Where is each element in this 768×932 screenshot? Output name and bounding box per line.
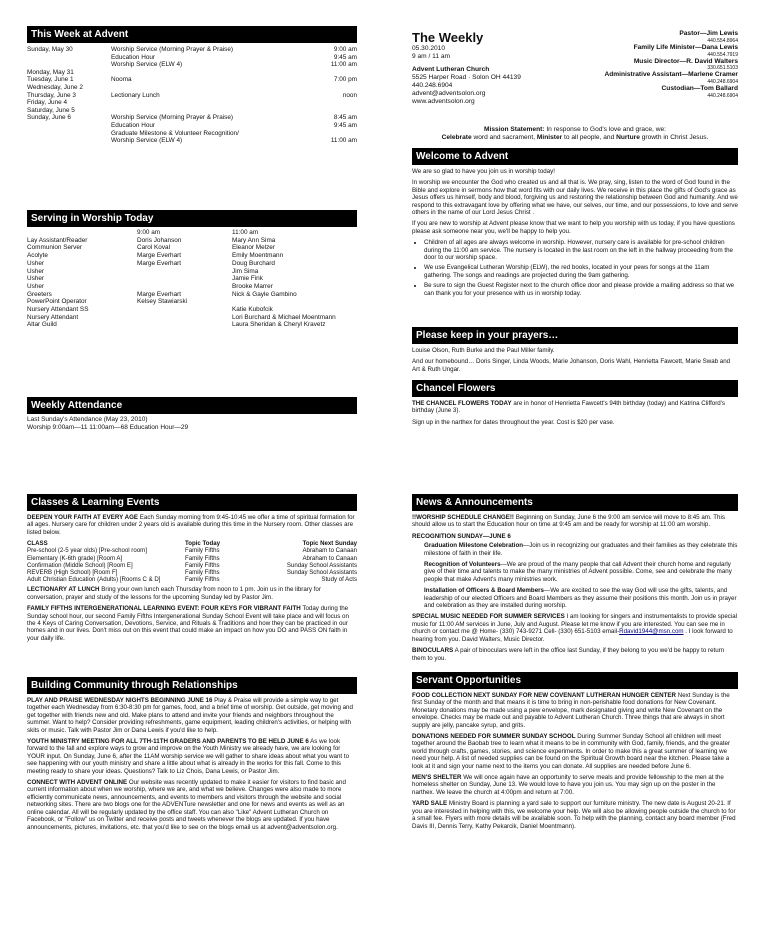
schedule-day: Monday, May 31 [27,68,74,76]
schedule-change: !!WORSHIP SCHEDULE CHANGE!! Beginning on Sunday, June 6 the 9:00 am service will move to 8:45 am. This should allow us to start the Education hour on time at 9:45 am and be ready for worship at 11:00 am worship. [412,514,725,529]
serving-11am: Katie Kubofcik [232,306,273,314]
welcome-bullet: • We use Evangelical Lutheran Worship (ELW), the red books, located in your pews for songs at the 11am gathering. The songs and readings are projected during the 9am gathering. [424,264,738,279]
class-row [27,555,357,562]
schedule-time: 9:00 am [333,46,357,53]
serving-row [27,283,357,291]
welcome-bullet: • Be sure to sign the Guest Register next to the church office door and please provide a mailing address so that we can thank you for your presence with us in worship today. [424,282,738,297]
class-table-head: CLASS Topic Today Topic Next Sunday [27,540,357,548]
serving-role: PowerPoint Operator [27,298,87,306]
staff-member [570,85,738,99]
church-address: 5525 Harper Road · Solon OH 44139 [412,74,521,81]
class-name: Pre-school (2-5 year olds) [Pre-school room] [27,547,147,555]
topic-next: Abraham to Canaan [302,554,357,562]
newsletter-title: The Weekly [412,30,484,45]
class-name: Elementary (K-6th grade) [Room A] [27,554,123,562]
serving-row [27,252,357,260]
staff-phone: 440.554.8964 [707,37,738,44]
schedule-row [27,46,357,54]
welcome-p3: If you are new to worship at Advent please know that we want to help you worship with us today, if you have questions please ask someone near you, we'll be happy to help you. [412,220,735,235]
staff-member [570,58,738,72]
serving-role: Usher [27,267,45,275]
welcome-title: Welcome to Advent [412,148,738,165]
graduation-item: Graduation Milestone Celebration—Join us in recognizing our graduates and their families as they celebrate this milestone of faith in their life. [424,542,738,557]
schedule-day [27,122,111,130]
schedule-time [301,130,357,138]
flowers-title: Chancel Flowers [412,380,738,397]
serving-9am: Marge Everhart [137,259,182,267]
play-praise: PLAY AND PRAISE WEDNESDAY NIGHTS BEGINNING JUNE 16 Play & Praise will provide a simple way to get together each Wednesday from 6:30-8:30 pm for games, food, and a brief time of worship. Get outside, get moving and get together with friends new and old. Make plans to attend and invite your friends and neighbors throughout the summer. Want to help? Consider providing refreshments, game equipment, leading children's activities, or helping with skits or music. Talk with Pastor Jim or Dana Lewis if you'd like to help. [27,697,353,734]
topic-today: Family Fifths [185,554,220,562]
welcome-p2: In worship we encounter the God who created us and all that is. We pray, sing, listen to the word of God found in the Bible and explore in sermons how that word fits with our daily lives. We receive in this place the gifts of God's grace as Jesus offers us himself, body and blood, forgiving us and restoring the relationship between God and humanity. And we respond to this extravagant love by offering what we have, our selves, our time, and our possessions, to love and serve others in the name of our Lord Jesus Christ . [412,179,738,217]
flowers-p1: THE CHANCEL FLOWERS TODAY are in honor of Henrietta Fawcett's 94th birthday (today) and Katrina Clifford's birthday (June 3). [412,400,726,415]
serving-9am: Marge Everhart [137,290,182,298]
staff-role: Music Director—R. David Walters [633,57,738,65]
schedule-row [27,84,357,92]
serving-row [27,275,357,283]
serving-11am: Mary Ann Sima [232,236,276,244]
schedule-day [27,61,111,69]
schedule-event: Lectionary Lunch [111,91,160,99]
music-email-link[interactable]: Rdavid1944@msn.com [619,628,684,636]
schedule-row [27,76,357,84]
serving-row [27,268,357,276]
serving-role: Nursery Attendant [27,313,79,321]
serving-9am [137,275,232,283]
connect-online: CONNECT WITH ADVENT ONLINE Our website was recently updated to make it easier for visitors to find basic and current information about when we worship, where we are, and what we believe. Changes were also made to more efficiently communicate news, announcements, and events to members and visitors through the website and social networking sites. There are two blogs one for the ADVENTure newsletter and one for news and events as well as an online calendar. All will be regularly updated by the office staff. You can also "Like" Advent Lutheran Church on Facebook, or "Follow" us on Twitter and receive posts and tweets whenever the blogs are updated. If you have announcements, pictures, invitations, etc. that you'd like to see on the blogs email us at advent@adventsolon.org. [27,779,346,831]
schedule-time [301,107,357,115]
class-name: REVERB (High School) [Room F] [27,569,118,577]
schedule-event: Education Hour [111,121,156,129]
schedule-time [301,84,357,92]
classes-title: Classes & Learning Events [27,494,357,511]
attendance-line1: Last Sunday's Attendance (May 23, 2010) [27,416,148,423]
class-table [27,547,357,583]
serving-role: Usher [27,259,45,267]
class-row [27,576,357,583]
welcome-bullet: • Children of all ages are always welcome in worship. However, nursery care is available for pre-school children during the 11:00 am service. The nursery is located in the last room on the left in the hallway proceeding from the door to our worship space. [424,239,738,261]
flowers-section [412,380,738,430]
prayers-p2: And our homebound… Doris Singer, Linda Woods, Marie Johanson, Doris Wahl, Henrietta Fawcett, Marie Swab and Art & Ruth Ungar. [412,358,731,373]
church-email[interactable]: advent@adventsolon.org [412,90,486,97]
this-week-title: This Week at Advent [27,26,357,43]
topic-next: Sunday School Assistants [286,569,357,577]
staff-member [570,71,738,85]
staff-phone: 330.651.5103 [707,65,738,72]
schedule-event: Worship Service (ELW 4) [111,137,183,145]
schedule-event [111,107,301,115]
serving-9am: Kelsey Stawiarski [137,298,188,306]
schedule-time: 11:00 am [330,137,357,145]
serving-row [27,260,357,268]
serving-section [27,210,357,329]
serving-9am: Doris Johanson [137,236,182,244]
news-title: News & Announcements [412,494,738,511]
staff-role: Custodian—Tom Ballard [661,85,738,93]
topic-today: Family Fifths [185,547,220,555]
serving-role: Usher [27,275,45,283]
staff-role: Family Life Minister—Dana Lewis [633,43,738,51]
church-phone: 440.248.6904 [412,82,453,89]
serving-9am: Marge Everhart [137,252,182,260]
schedule-row [27,69,357,77]
serving-header: 9:00 am 11:00 am [137,229,259,236]
serving-9am [137,314,232,322]
serving-row [27,314,357,322]
topic-next: Abraham to Canaan [302,547,357,555]
serving-11am: Doug Burchard [232,259,275,267]
attendance-section [27,397,357,432]
serving-9am [137,306,232,314]
serving-role: Usher [27,282,45,290]
schedule-day [27,137,111,145]
schedule-row [27,130,357,138]
schedule-time: 11:00 am [330,61,357,69]
special-music: SPECIAL MUSIC NEEDED FOR SUMMER SERVICES I am looking for singers and instrumentalists to provide special music for 11:00 AM services in June, July and August. Please let me know if you are interested. You can see me in church or contact me @ Home- (330) 743-9271 Cell- (330) 651-5103 email-Rdavid1944@msn.com . I look forward to hearing from you. David Walters, Music Director. [412,613,738,643]
class-row [27,562,357,569]
news-section [412,494,738,666]
schedule-day: Sunday, June 6 [27,114,71,122]
topic-today: Family Fifths [185,576,220,584]
service-times: 9 am / 11 am [412,53,450,60]
class-name: Adult Christian Education (Adults) [Rooms C & D] [27,576,161,584]
classes-intro: DEEPEN YOUR FAITH AT EVERY AGE Each Sunday morning from 9:45-10:45 we offer a time of spiritual formation for all ages. Nursery care for children under 2 years old is available during this time in the Nursery room. Other classes are listed below. [27,514,355,536]
schedule-event: Graduate Milestone & Volunteer Recognition/ [111,129,239,137]
prayers-p1: Louise Olson, Ruth Burke and the Paul Miller family. [412,347,555,354]
staff-phone: 440.248.6904 [707,92,738,99]
serving-11am: Brooke Marrer [232,282,273,290]
church-name: Advent Lutheran Church [412,66,490,73]
issue-date: 05.30.2010 [412,45,446,52]
staff-list [570,30,738,99]
schedule-row [27,137,357,145]
schedule-row [27,107,357,115]
topic-next: Sunday School Assistants [286,561,357,569]
schedule-row [27,122,357,130]
schedule-row [27,99,357,107]
schedule-time [301,69,357,77]
classes-section [27,494,357,646]
schedule-time: noon [342,91,357,99]
this-week-section [27,26,357,145]
serving-11am: Jamie Fink [232,275,263,283]
schedule-event [111,69,301,77]
schedule-event: Nooma [111,76,132,84]
schedule-row [27,114,357,122]
serving-role: Greeters [27,290,52,298]
serving-9am [137,268,232,276]
schedule-day: Wednesday, June 2 [27,83,83,91]
class-row [27,569,357,576]
serving-row [27,291,357,299]
schedule-day [27,130,111,138]
topic-today: Family Fifths [185,569,220,577]
welcome-p1: We are so glad to have you join us in worship today! [412,168,555,175]
yard-sale: YARD SALE Ministry Board is planning a yard sale to support our furniture ministry. The new date is August 20-21. If you are interested in helping with this, we welcome your help. We will also be allowing people outside the church to for a small fee. Flyers with more details will be available soon. To help with the planning, contact any board member (Fred Davis III, Dennis Terry, Kathy Pekarcik, Daniel Moentmann). [412,800,736,830]
serving-9am [137,321,232,329]
mission-statement: Mission Statement: In response to God's love and grace, we: Celebrate word and sacrament, Minister to all people, and Nurture growth in Christ Jesus. [441,126,709,141]
schedule-time: 7:00 pm [333,76,357,84]
schedule-event [111,99,301,107]
staff-role: Administrative Assistant—Marlene Cramer [604,71,738,79]
schedule-row [27,54,357,62]
serving-11am: Emily Moentmann [232,252,284,260]
serving-9am: Carol Koval [137,244,171,252]
staff-phone: 440.554.7919 [707,51,738,58]
schedule-event: Education Hour [111,53,156,61]
schedule-day: Friday, June 4 [27,99,68,107]
week-schedule [27,46,357,145]
class-row [27,547,357,554]
class-name: Confirmation (Middle School) [Room E] [27,561,133,569]
attendance-line2: Worship 9:00am—11 11:00am—68 Education Hour—29 [27,424,189,431]
binoculars: BINOCULARS A pair of binoculars were left in the office last Sunday, if they belong to you we'd be happy to return them to you. [412,647,725,662]
welcome-section [412,148,738,300]
serving-role: Communion Server [27,244,83,252]
prayers-section [412,327,738,377]
schedule-time: 8:45 am [333,114,357,122]
serving-row [27,244,357,252]
schedule-event [111,84,301,92]
schedule-day: Sunday, May 30 [27,46,73,53]
masthead [412,30,572,106]
staff-member [570,30,738,44]
serving-11am: Lori Burchard & Michael Moentmann [232,313,336,321]
schedule-time: 9:45 am [333,53,357,61]
schedule-time [301,99,357,107]
serving-row [27,298,357,306]
installation-item: Installation of Officers & Board Members—We are excited to see the way God will use the gifts, talents, and leadership of our elected Officers and Board Members as they assume their positions this month. Join us in prayer and celebration as they are installed during worship. [424,587,737,610]
serving-11am [232,298,357,306]
serving-role: Nursery Attendant SS [27,306,89,314]
schedule-event: Worship Service (Morning Prayer & Praise) [111,114,234,122]
flowers-p2: Sign up in the narthex for dates throughout the year. Cost is $20 per vase. [412,418,615,426]
lectionary-lunch: LECTIONARY AT LUNCH Bring your own lunch each Thursday from noon to 1 pm. Join us in the library for conversation, prayer and study of the lessons for the upcoming Sunday led by Pastor Jim. [27,586,321,601]
serving-list [27,237,357,329]
serving-row [27,306,357,314]
attendance-title: Weekly Attendance [27,397,357,414]
staff-phone: 440.248.6904 [707,79,738,86]
serving-11am: Jim Sima [232,267,259,275]
schedule-day: Thursday, June 3 [27,91,76,99]
schedule-event: Worship Service (ELW 4) [111,61,183,69]
serving-11am: Eleanor Melzer [232,244,275,252]
schedule-row [27,92,357,100]
serving-11am: Nick & Gayle Gambino [232,290,297,298]
schedule-time: 9:45 am [333,121,357,129]
food-collection: FOOD COLLECTION NEXT SUNDAY FOR NEW COVENANT LUTHERAN HUNGER CENTER Next Sunday is the first Sunday of the month and that means it is time to bring in non-perishable food donations for New Covenant. Monetary donations may be made using a pew envelope, mark designated giving and write New Covenant on the envelope. Checks may be made out and payable to Advent Lutheran Church. Three things that are always in short supply are jelly, pancake syrup, and grits. [412,692,730,729]
serving-row [27,237,357,245]
servant-section [412,672,738,834]
summer-donations: DONATIONS NEEDED FOR SUMMER SUNDAY SCHOOL During Summer Sunday School all children will meet together around the Baobab tree to learn what it means to be in community with God, family, friends, and the greater world through crafts, games, stories, and science experiments. In order to make this a great summer of learning we need your help. A list of needed supplies can be found on the Spiritual Growth board near the kitchen. Please take a look at it and sign your name next to the items you can donate. All supplies are needed before June 6. [412,733,731,770]
schedule-day [27,54,111,62]
topic-next: Study of Acts [321,576,357,584]
community-title: Building Community through Relationships [27,677,357,694]
schedule-row [27,61,357,69]
family-fifths: FAMILY FIFTHS INTERGENERATIONAL LEARNING EVENT: FOUR KEYS FOR VIBRANT FAITH Today during the Sunday school hour, our second Family Fifths Intergenerational Sunday School Event will take place and will focus on the 4 Keys of Caring Conversation, Devotions, Service, and Rituals & Traditions and how they can be practiced in our homes and in our lives. Don't miss out on this event that could make an impact on how you DO and PASS ON faith in your daily life. [27,605,349,642]
serving-role: Altar Guild [27,321,57,329]
welcome-bullets [412,239,738,297]
staff-member [570,44,738,58]
recognition-sunday: RECOGNITION SUNDAY—JUNE 6 [412,532,511,540]
servant-title: Servant Opportunities [412,672,738,689]
serving-title: Serving in Worship Today [27,210,357,227]
volunteers-item: Recognition of Volunteers—We are proud of the many people that call Advent their church home and regularly give of their time and talents to make the many ministries of Advent possible. Come, see and celebrate the many people that make Advent's many ministries work. [424,561,732,583]
schedule-day: Saturday, June 5 [27,106,75,114]
schedule-day: Tuesday, June 1 [27,76,74,84]
serving-role: Acolyte [27,252,48,260]
topic-today: Family Fifths [185,561,220,569]
church-website[interactable]: www.adventsolon.org [412,98,475,105]
prayers-title: Please keep in your prayers… [412,327,738,344]
serving-row [27,321,357,329]
schedule-event: Worship Service (Morning Prayer & Praise) [111,46,234,53]
serving-11am: Laura Sheridan & Cheryl Kravetz [232,321,326,329]
serving-9am [137,283,232,291]
staff-role: Pastor—Jim Lewis [679,30,738,37]
mens-shelter: MEN'S SHELTER We will once again have an opportunity to serve meals and provide fellowship to the men at the homeless shelter on Sunday, June 13. We would love to have you join us. You may sign up on the poster in the narthex. We leave the church at 4:00pm and return at 7:00. [412,774,724,796]
serving-role: Lay Assistant/Reader [27,236,88,244]
youth-meeting: YOUTH MINISTRY MEETING FOR ALL 7TH-11TH GRADERS AND PARENTS TO BE HELD JUNE 6 As we look forward to the fall and explore ways to grow and improve on the Youth Ministry we already have, we are looking for YOUR input. On Sunday, June 6, after the 11AM worship service we will gather to share ideas about what you want to see happening with our youth ministry and share a little about what is already in the works for this fall. Come to this meeting ready to share your ideas. Questions? Talk to Liz Chois, Dana Lewis, or Pastor Jim. [27,738,350,775]
community-section [27,677,357,835]
